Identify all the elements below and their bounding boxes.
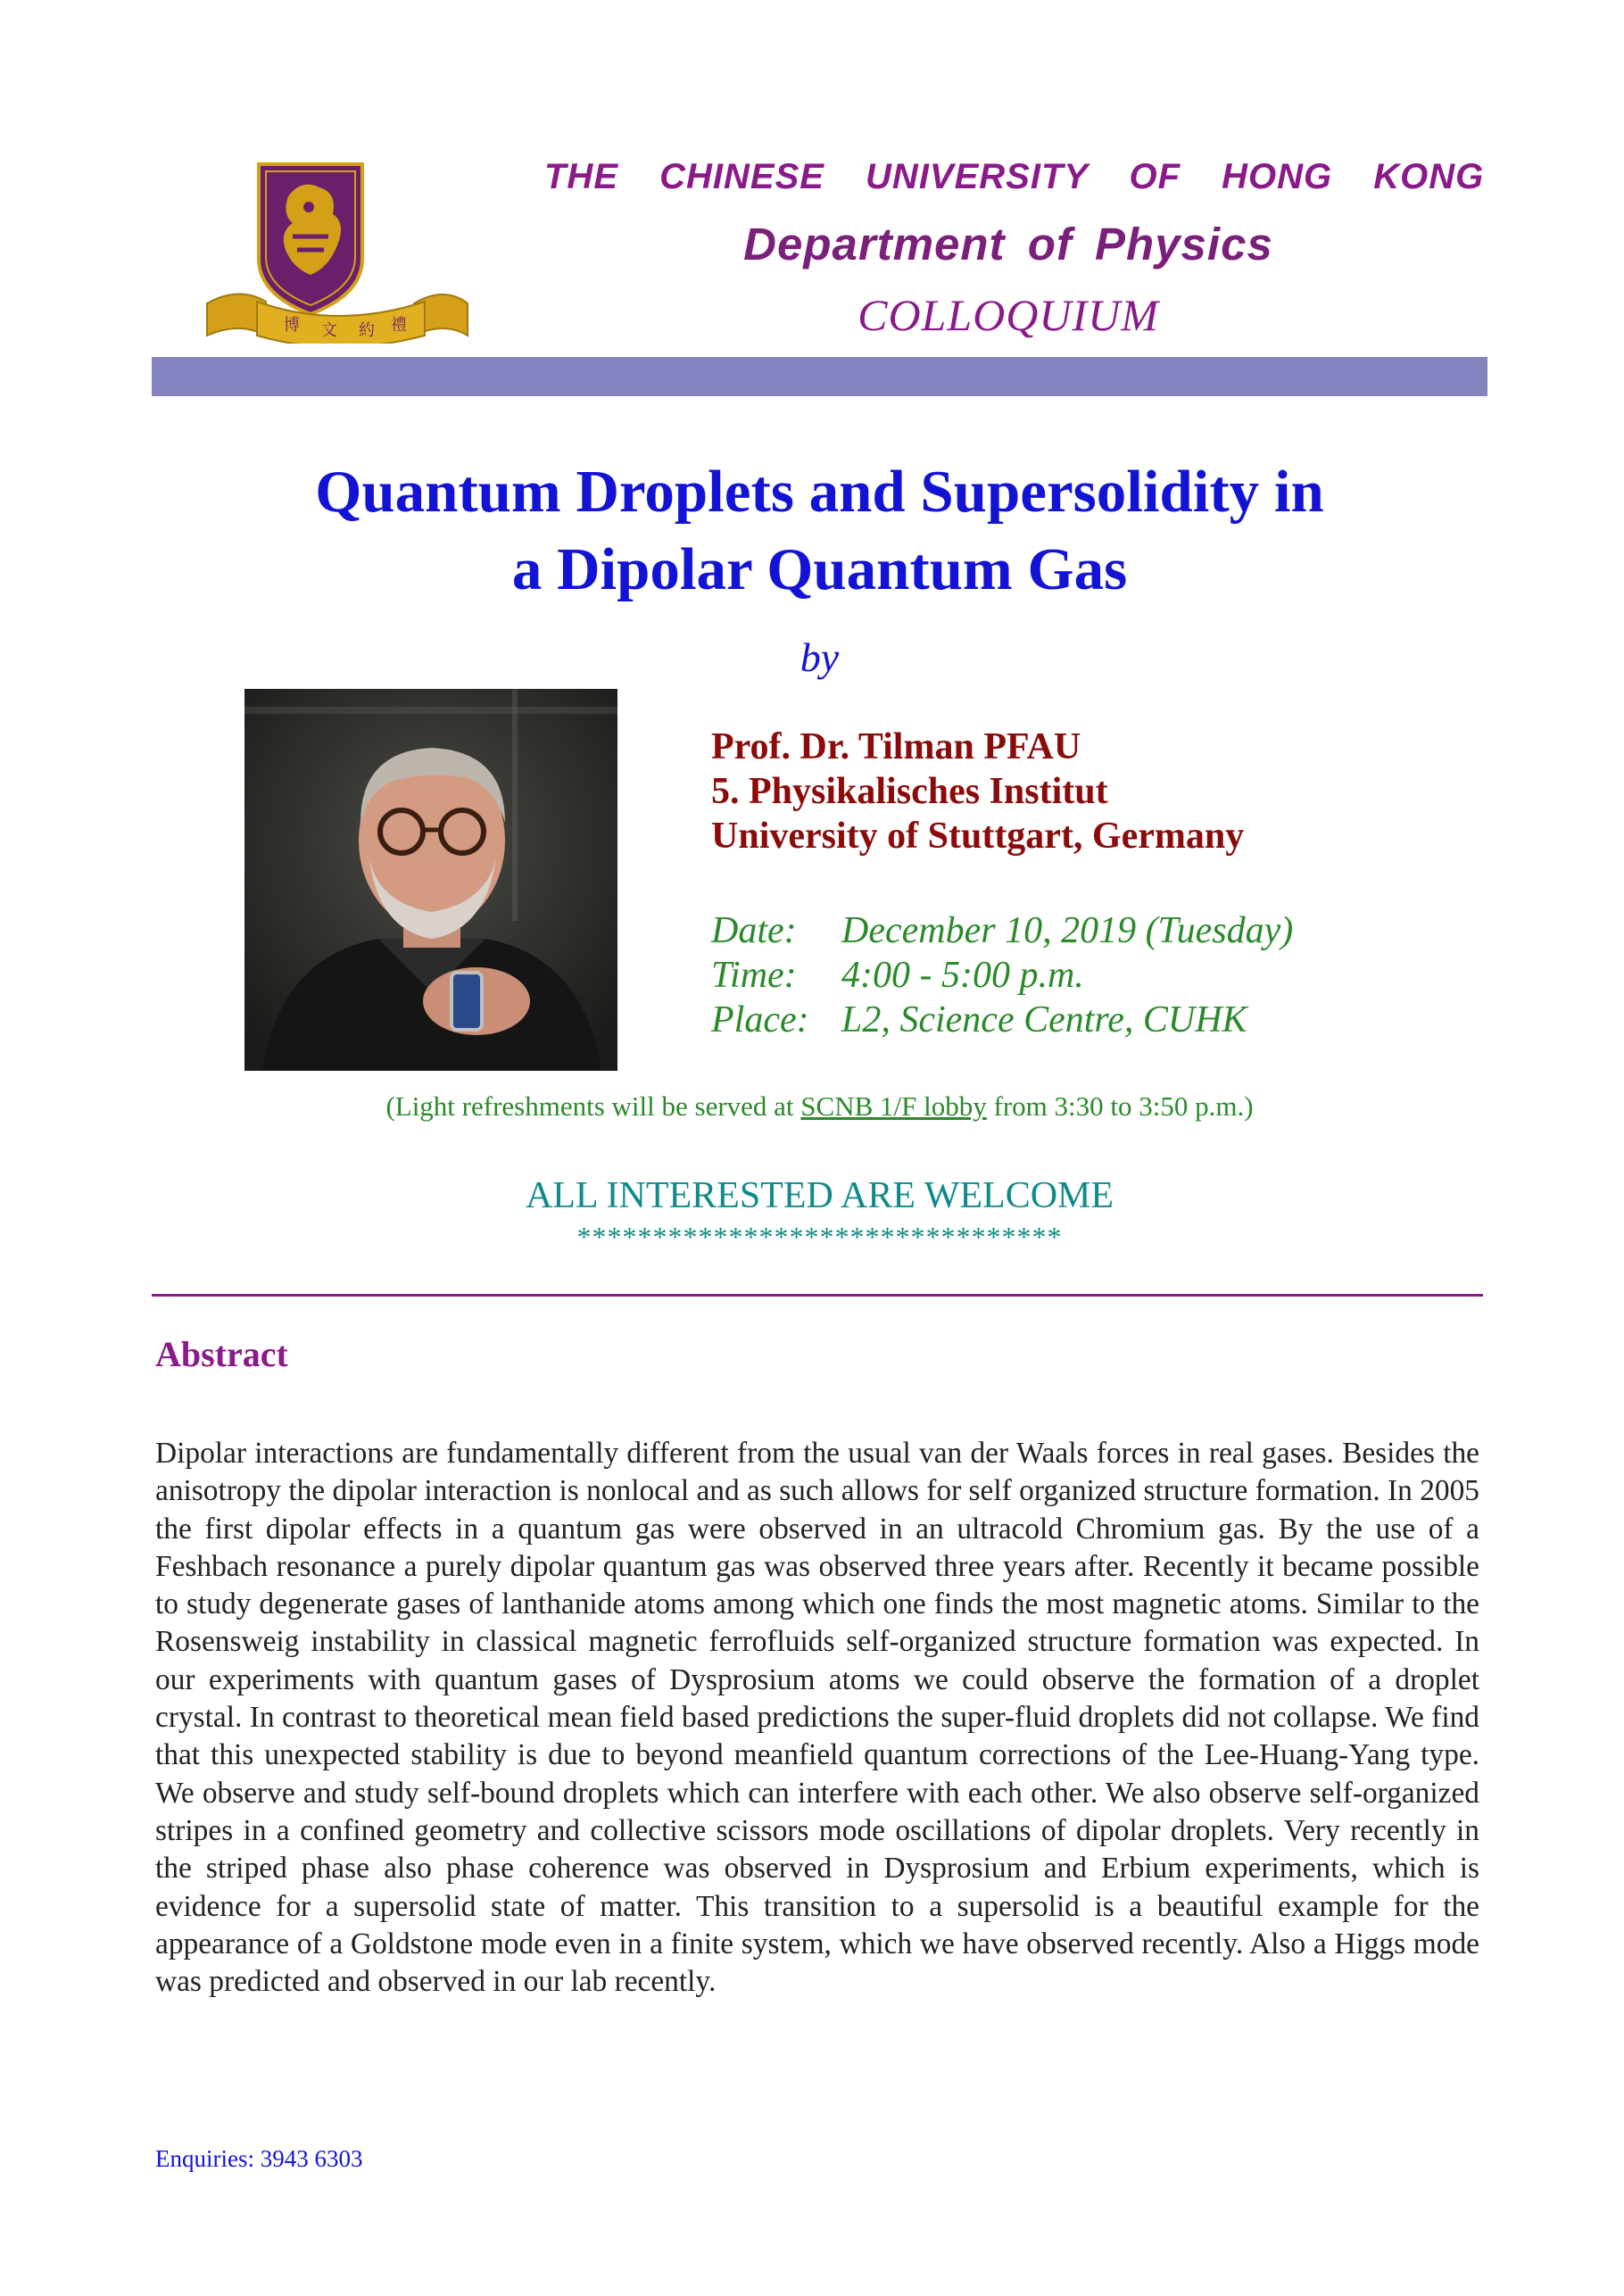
place-value: L2, Science Centre, CUHK bbox=[841, 999, 1247, 1040]
date-row bbox=[711, 908, 1293, 953]
scnb-lobby-link[interactable]: SCNB 1/F lobby bbox=[800, 1090, 987, 1122]
enquiries-contact: Enquiries: 3943 6303 bbox=[155, 2145, 363, 2172]
welcome-text: ALL INTERESTED ARE WELCOME bbox=[525, 1175, 1114, 1216]
svg-text:約: 約 bbox=[359, 321, 375, 340]
date-label: Date: bbox=[711, 910, 797, 951]
by-label: by bbox=[800, 634, 840, 680]
refreshments-prefix: (Light refreshments will be served at bbox=[385, 1090, 801, 1122]
place-row bbox=[711, 998, 1293, 1042]
refreshments-note bbox=[152, 1090, 1487, 1123]
svg-text:文: 文 bbox=[321, 321, 337, 340]
department-name: Department of Physics bbox=[743, 219, 1273, 269]
speaker-university: University of Stuttgart, Germany bbox=[711, 816, 1245, 857]
university-name: THE CHINESE UNIVERSITY OF HONG KONG bbox=[544, 157, 1485, 196]
speaker-photo bbox=[244, 689, 617, 1071]
time-row bbox=[711, 953, 1293, 998]
speaker-info bbox=[711, 725, 1244, 858]
event-type: COLLOQUIUM bbox=[858, 290, 1159, 340]
time-value: 4:00 - 5:00 p.m. bbox=[841, 955, 1084, 996]
abstract-heading: Abstract bbox=[155, 1334, 288, 1374]
svg-text:禮: 禮 bbox=[391, 316, 407, 335]
speaker-institute: 5. Physikalisches Institut bbox=[711, 771, 1108, 812]
place-label: Place: bbox=[711, 999, 809, 1040]
header-band bbox=[152, 357, 1487, 396]
speaker-name: Prof. Dr. Tilman PFAU bbox=[711, 726, 1081, 767]
svg-text:博: 博 bbox=[284, 316, 300, 335]
date-value: December 10, 2019 (Tuesday) bbox=[841, 910, 1294, 951]
event-details bbox=[711, 908, 1293, 1042]
talk-title-line-1: Quantum Droplets and Supersolidity in bbox=[315, 459, 1324, 525]
talk-title bbox=[152, 453, 1487, 609]
cuhk-crest-logo bbox=[203, 161, 471, 344]
star-divider: ******************************** bbox=[576, 1221, 1063, 1253]
talk-title-line-2: a Dipolar Quantum Gas bbox=[511, 536, 1128, 602]
section-divider bbox=[152, 1294, 1483, 1297]
time-label: Time: bbox=[711, 955, 797, 996]
refreshments-suffix: from 3:30 to 3:50 p.m.) bbox=[986, 1090, 1254, 1122]
abstract-body: Dipolar interactions are fundamentally different from the usual van der Waals forces in real gases. Besides the anisotropy the dipolar interaction is nonlocal and as such allows for self organized structure formation. In 2005 the first dipolar effects in a quantum gas were observed in an ultracold Chromium gas. By the use of a Feshbach resonance a purely dipolar quantum gas was observed three years after. Recently it became possible to study degenerate gases of lanthanide atoms among which one finds the most magnetic atoms. Similar to the Rosensweig instability in classical magnetic ferrofluids self-organized structure formation was expected. In our experiments with quantum gases of Dysprosium atoms we could observe the formation of a droplet crystal. In contrast to theoretical mean field based predictions the super-fluid droplets did not collapse. We find that this unexpected stability is due to beyond meanfield quantum corrections of the Lee-Huang-Yang type. We observe and study self-bound droplets which can interfere with each other. We also observe self-organized stripes in a confined geometry and collective scissors mode oscillations of dipolar droplets. Very recently in the striped phase also phase coherence was observed in Dysprosium and Erbium experiments, which is evidence for a supersolid state of matter. This transition to a supersolid is a beautiful example for the appearance of a Goldstone mode even in a finite system, which we have observed recently. Also a Higgs mode was predicted and observed in our lab recently. bbox=[155, 1437, 1479, 1999]
